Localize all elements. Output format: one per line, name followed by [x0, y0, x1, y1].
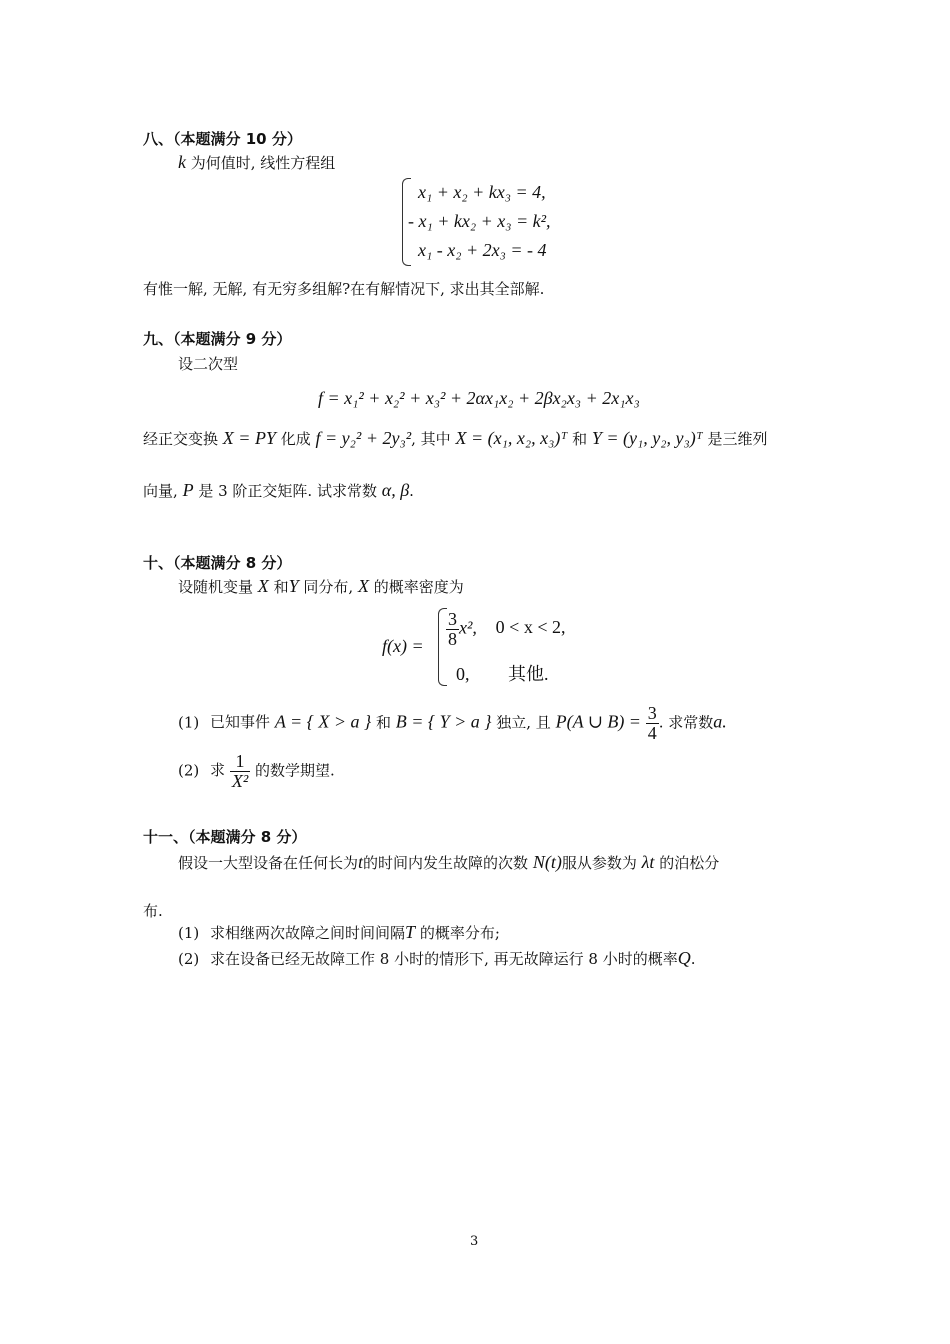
q10-part-1	[178, 704, 727, 743]
q10-text: 的概率密度为	[373, 578, 464, 596]
page-number: 3	[470, 1234, 479, 1249]
q10-math: X	[257, 576, 269, 596]
q9-text: 向量,	[143, 482, 178, 500]
q10-header: 十、（本题满分 8 分）	[143, 554, 292, 572]
q10-p1-label: (1)	[178, 713, 200, 732]
q11-text: 的概率分布;	[419, 924, 500, 942]
q11-part-1	[178, 922, 500, 943]
q9-line-2	[143, 480, 414, 501]
q10-case1-cond: 0 < x < 2,	[495, 617, 566, 638]
q10-case1-expr: x²,	[459, 617, 477, 638]
q9-math: f = y₂² + 2y₃²	[315, 428, 412, 448]
q9-text: 经正交变换	[143, 430, 219, 448]
q10-text: 的数学期望.	[255, 761, 335, 780]
q10-text: 和	[375, 713, 391, 732]
q10-case2-val: 0,	[456, 664, 470, 684]
q8-equation-1: x₁ + x₂ + kx₃ = 4,	[418, 182, 546, 202]
q11-math: λt	[641, 852, 655, 872]
q9-text: .	[409, 482, 414, 500]
q10-p1-frac-den: 4	[647, 722, 657, 743]
q11-p1-label: (1)	[178, 924, 200, 942]
q9-line-1	[143, 428, 768, 449]
q9-text: 是 3 阶正交矩阵. 试求常数	[198, 482, 377, 500]
q8-equation-2: - x₁ + kx₂ + x₃ = k²,	[408, 211, 551, 231]
q10-p2-frac-den: X²	[231, 770, 249, 791]
q10-p1-fraction	[646, 704, 659, 743]
q8-equation-3: x₁ - x₂ + 2x₃ = - 4	[418, 240, 547, 260]
q10-p2-frac-num: 1	[230, 752, 250, 772]
q9-text: 和	[572, 430, 588, 448]
q10-case1-den: 8	[448, 628, 457, 649]
q9-text: , 其中	[411, 430, 451, 448]
q11-p2-label: (2)	[178, 950, 200, 968]
q10-p1-frac-num: 3	[647, 703, 657, 723]
q10-text: . 求常数	[658, 713, 714, 732]
q9-header: 九、（本题满分 9 分）	[143, 330, 292, 348]
q9-text: 化成	[280, 430, 311, 448]
q8-intro-var: k	[178, 152, 186, 172]
q10-intro	[178, 576, 464, 597]
q11-math: N(t)	[532, 852, 562, 872]
q11-math: T	[405, 922, 416, 942]
q10-text: 设随机变量	[178, 578, 254, 596]
q10-math: a.	[713, 711, 727, 732]
q10-case-1	[446, 610, 565, 649]
q11-text: 求在设备已经无故障工作 8 小时的情形下, 再无故障运行 8 小时的概率	[210, 950, 678, 968]
q9-math: Y = (y₁, y₂, y₃)ᵀ	[591, 428, 703, 448]
q10-text: 同分布,	[303, 578, 354, 596]
q10-math: X	[357, 576, 369, 596]
q11-text: 的时间内发生故障的次数	[363, 854, 529, 872]
q11-text: 的泊松分	[659, 854, 720, 872]
q10-math: P(A ∪ B) =	[555, 711, 641, 732]
q8-question: 有惟一解, 无解, 有无穷多组解?在有解情况下, 求出其全部解.	[143, 280, 545, 298]
q11-part-2	[178, 948, 696, 969]
q9-math: P	[182, 480, 194, 500]
q11-line-1	[178, 852, 719, 873]
q10-case1-num: 3	[448, 609, 457, 629]
q8-intro	[178, 152, 335, 173]
q9-intro: 设二次型	[178, 355, 239, 373]
q9-math: α, β	[381, 480, 410, 500]
q10-p2-fraction	[230, 752, 250, 791]
q10-text: 独立, 且	[496, 713, 551, 732]
q10-p2-label: (2)	[178, 761, 200, 780]
q9-math: X = (x₁, x₂, x₃)ᵀ	[455, 428, 568, 448]
q9-math: X = PY	[222, 428, 276, 448]
q10-text: 和	[273, 578, 289, 596]
q11-math: t	[358, 852, 364, 872]
q11-header: 十一、（本题满分 8 分）	[143, 828, 307, 846]
q9-text: 是三维列	[707, 430, 768, 448]
q10-text: 已知事件	[210, 713, 271, 732]
q10-density-lhs: f(x) =	[382, 636, 424, 656]
q8-intro-text: 为何值时, 线性方程组	[186, 154, 336, 172]
q10-part-2	[178, 752, 335, 791]
q9-quadratic-form: f = x₁² + x₂² + x₃² + 2αx₁x₂ + 2βx₂x₃ + 2x₁x₃	[318, 388, 640, 408]
q11-text: 假设一大型设备在任何长为	[178, 854, 359, 872]
q10-case1-fraction	[446, 610, 459, 649]
q10-math: A = { X > a }	[274, 711, 372, 732]
q11-math: Q	[677, 948, 691, 968]
q8-header: 八、（本题满分 10 分）	[143, 130, 302, 148]
q10-case-2	[456, 660, 549, 686]
q11-text: 求相继两次故障之间时间间隔	[210, 924, 406, 942]
q10-text: 求	[210, 761, 226, 780]
q10-case2-cond: 其他.	[508, 664, 549, 684]
q11-line-2: 布.	[143, 902, 163, 920]
q11-text: 服从参数为	[561, 854, 637, 872]
q10-math: Y	[288, 576, 299, 596]
q11-text: .	[690, 950, 696, 968]
q10-math: B = { Y > a }	[395, 711, 492, 732]
